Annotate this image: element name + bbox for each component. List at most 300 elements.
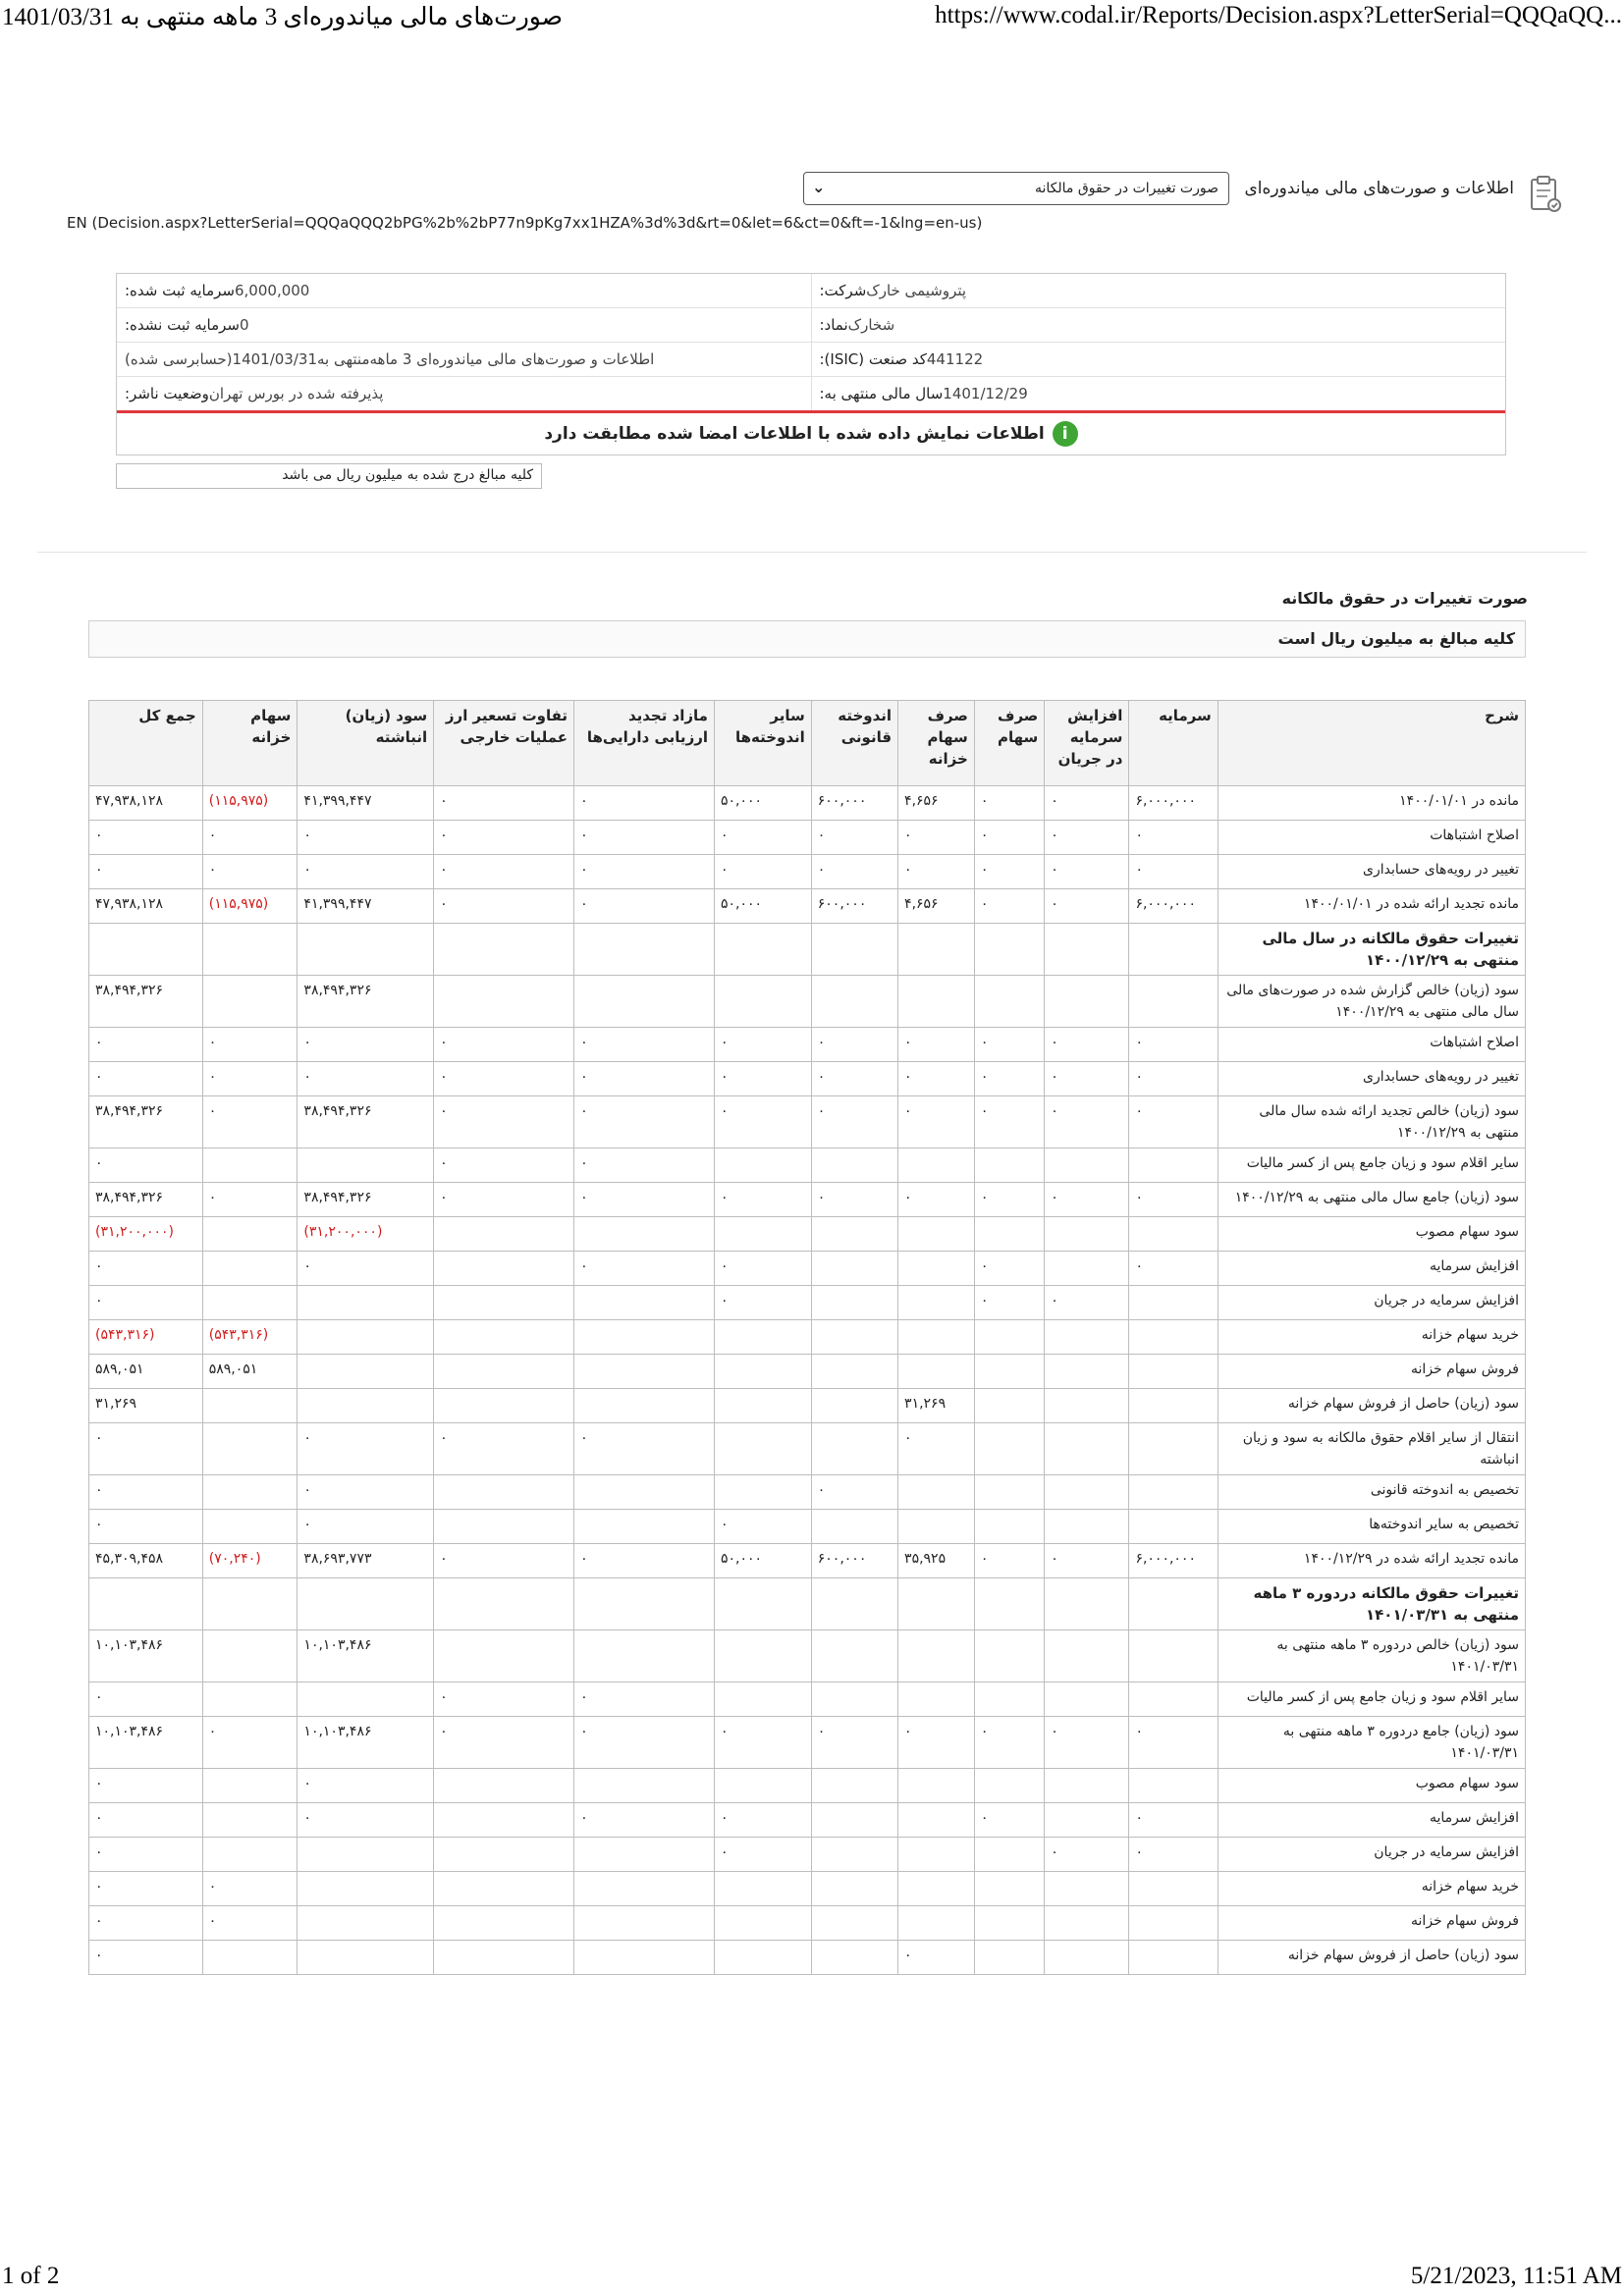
table-cell: ۰ bbox=[974, 1183, 1044, 1217]
table-cell: ۰ bbox=[974, 1252, 1044, 1286]
table-cell: ۰ bbox=[1045, 1838, 1129, 1872]
column-header: سایر اندوخته‌ها bbox=[714, 701, 811, 786]
info-cell-symbol bbox=[812, 308, 1506, 342]
table-row bbox=[89, 1510, 1526, 1544]
table-row bbox=[89, 1544, 1526, 1578]
table-row bbox=[89, 1028, 1526, 1062]
column-header: سرمایه bbox=[1129, 701, 1218, 786]
table-cell bbox=[202, 924, 298, 976]
table-row bbox=[89, 1803, 1526, 1838]
table-cell bbox=[1045, 1630, 1129, 1682]
row-description: تغییرات حقوق مالکانه دردوره ۳ ماهه منتهی به ۱۴۰۱/۰۳/۳۱ bbox=[1218, 1578, 1525, 1630]
row-description: فروش سهام خزانه bbox=[1218, 1906, 1525, 1941]
table-cell: ۰ bbox=[574, 1062, 715, 1096]
info-cell-publisher-status bbox=[117, 377, 812, 410]
table-row bbox=[89, 1062, 1526, 1096]
table-cell bbox=[434, 924, 574, 976]
row-description: سود (زیان) خالص تجدید ارائه شده سال مالی منتهی به ۱۴۰۰/۱۲/۲۹ bbox=[1218, 1096, 1525, 1148]
table-cell bbox=[974, 1578, 1044, 1630]
table-cell: ۰ bbox=[898, 1028, 975, 1062]
table-row bbox=[89, 1423, 1526, 1475]
table-cell: ۰ bbox=[714, 1510, 811, 1544]
table-cell: ۰ bbox=[89, 1148, 203, 1183]
table-cell bbox=[811, 1252, 897, 1286]
table-cell bbox=[811, 1389, 897, 1423]
table-cell bbox=[1129, 924, 1218, 976]
table-cell: ۰ bbox=[714, 821, 811, 855]
row-description: سود (زیان) جامع سال مالی منتهی به ۱۴۰۰/۱۲/۲۹ bbox=[1218, 1183, 1525, 1217]
table-cell: ۴۵,۳۰۹,۴۵۸ bbox=[89, 1544, 203, 1578]
table-cell: ۳۸,۴۹۴,۳۲۶ bbox=[298, 1096, 434, 1148]
print-url: https://www.codal.ir/Reports/Decision.aspx?LetterSerial=QQQaQQ... bbox=[935, 2, 1622, 28]
table-cell: ۰ bbox=[89, 855, 203, 889]
column-header: تفاوت تسعیر ارز عملیات خارجی bbox=[434, 701, 574, 786]
table-cell bbox=[202, 1252, 298, 1286]
table-cell: ۳۸,۴۹۴,۳۲۶ bbox=[89, 1096, 203, 1148]
table-cell: ۰ bbox=[811, 1028, 897, 1062]
info-value: پتروشیمی خارک bbox=[866, 282, 967, 299]
table-cell bbox=[1045, 1423, 1129, 1475]
table-cell: ۰ bbox=[1045, 855, 1129, 889]
table-cell: ۰ bbox=[714, 1838, 811, 1872]
table-section-row bbox=[89, 1578, 1526, 1630]
table-cell: ۰ bbox=[434, 1423, 574, 1475]
table-row bbox=[89, 1475, 1526, 1510]
row-description: تغییرات حقوق مالکانه در سال مالی منتهی به ۱۴۰۰/۱۲/۲۹ bbox=[1218, 924, 1525, 976]
row-description: تخصیص به اندوخته قانونی bbox=[1218, 1475, 1525, 1510]
table-cell bbox=[298, 1578, 434, 1630]
table-cell bbox=[434, 976, 574, 1028]
table-cell: ۰ bbox=[1045, 1717, 1129, 1769]
table-cell bbox=[434, 1872, 574, 1906]
table-cell: ۶,۰۰۰,۰۰۰ bbox=[1129, 889, 1218, 924]
table-cell: (۵۴۳,۳۱۶) bbox=[202, 1320, 298, 1355]
table-cell bbox=[974, 1423, 1044, 1475]
table-cell bbox=[898, 1320, 975, 1355]
row-description: سود (زیان) جامع دردوره ۳ ماهه منتهی به ۱۴۰۱/۰۳/۳۱ bbox=[1218, 1717, 1525, 1769]
table-cell: ۴۱,۳۹۹,۴۴۷ bbox=[298, 786, 434, 821]
table-cell: ۰ bbox=[574, 786, 715, 821]
table-cell: ۰ bbox=[202, 1062, 298, 1096]
table-cell bbox=[434, 1252, 574, 1286]
column-header: سود (زیان) انباشته bbox=[298, 701, 434, 786]
table-cell bbox=[1129, 1475, 1218, 1510]
table-cell: ۰ bbox=[974, 786, 1044, 821]
table-cell: ۰ bbox=[974, 1544, 1044, 1578]
table-cell: ۰ bbox=[1045, 786, 1129, 821]
table-cell: ۰ bbox=[1129, 1252, 1218, 1286]
table-cell bbox=[714, 1630, 811, 1682]
table-cell bbox=[811, 924, 897, 976]
table-row bbox=[89, 855, 1526, 889]
table-cell bbox=[434, 1630, 574, 1682]
info-row bbox=[117, 274, 1505, 308]
table-cell: (۱۱۵,۹۷۵) bbox=[202, 889, 298, 924]
column-header: مازاد تجدید ارزیابی دارایی‌ها bbox=[574, 701, 715, 786]
table-cell: (۳۱,۲۰۰,۰۰۰) bbox=[89, 1217, 203, 1252]
table-row bbox=[89, 786, 1526, 821]
table-cell: ۰ bbox=[714, 1286, 811, 1320]
table-cell bbox=[202, 1838, 298, 1872]
table-cell: ۰ bbox=[574, 1183, 715, 1217]
table-cell: ۰ bbox=[974, 855, 1044, 889]
table-cell: ۰ bbox=[202, 1028, 298, 1062]
table-cell bbox=[714, 1355, 811, 1389]
table-cell: ۰ bbox=[1045, 1062, 1129, 1096]
table-cell: ۰ bbox=[298, 1423, 434, 1475]
table-cell: ۰ bbox=[1045, 1028, 1129, 1062]
table-cell bbox=[974, 1475, 1044, 1510]
table-cell bbox=[898, 1803, 975, 1838]
table-cell bbox=[574, 1872, 715, 1906]
table-cell: ۰ bbox=[574, 1544, 715, 1578]
table-cell bbox=[811, 1872, 897, 1906]
table-cell bbox=[202, 1475, 298, 1510]
table-cell bbox=[714, 1475, 811, 1510]
table-cell: ۰ bbox=[434, 786, 574, 821]
info-value: 1401/12/29 bbox=[943, 385, 1028, 402]
table-row bbox=[89, 1183, 1526, 1217]
table-cell: ۰ bbox=[1045, 1544, 1129, 1578]
table-cell: ۶,۰۰۰,۰۰۰ bbox=[1129, 786, 1218, 821]
table-cell bbox=[298, 1682, 434, 1717]
english-version-link[interactable]: EN (Decision.aspx?LetterSerial=QQQaQQQ2bPG%2b%2bP77n9pKg7xx1HZA%3d%3d&rt=0&let=6&ct=0&ft=-1&lng=en-us) bbox=[67, 214, 983, 232]
row-description: تغییر در رویه‌های حسابداری bbox=[1218, 855, 1525, 889]
table-cell bbox=[974, 1872, 1044, 1906]
table-cell: ۴,۶۵۶ bbox=[898, 786, 975, 821]
table-cell bbox=[434, 1355, 574, 1389]
info-row bbox=[117, 308, 1505, 343]
table-cell bbox=[574, 1389, 715, 1423]
row-description: افزایش سرمایه bbox=[1218, 1252, 1525, 1286]
table-cell bbox=[974, 976, 1044, 1028]
table-cell bbox=[1129, 1320, 1218, 1355]
equity-changes-table bbox=[88, 700, 1526, 1975]
table-row bbox=[89, 976, 1526, 1028]
table-cell: ۰ bbox=[89, 1475, 203, 1510]
table-cell bbox=[202, 1941, 298, 1975]
table-cell bbox=[1129, 1769, 1218, 1803]
table-cell bbox=[574, 976, 715, 1028]
table-cell bbox=[898, 1355, 975, 1389]
table-cell bbox=[574, 1906, 715, 1941]
table-row bbox=[89, 1389, 1526, 1423]
table-row bbox=[89, 1717, 1526, 1769]
table-cell: ۰ bbox=[89, 1906, 203, 1941]
table-cell bbox=[1129, 1630, 1218, 1682]
table-cell: ۰ bbox=[974, 1717, 1044, 1769]
table-cell: ۵۰,۰۰۰ bbox=[714, 786, 811, 821]
table-cell bbox=[434, 1838, 574, 1872]
table-cell bbox=[298, 1320, 434, 1355]
table-header-row bbox=[89, 701, 1526, 786]
clipboard-icon bbox=[1528, 175, 1563, 214]
table-cell bbox=[714, 1578, 811, 1630]
table-cell: ۰ bbox=[434, 889, 574, 924]
table-cell bbox=[974, 1320, 1044, 1355]
table-cell: ۰ bbox=[574, 1148, 715, 1183]
table-cell bbox=[89, 1578, 203, 1630]
table-cell bbox=[1045, 924, 1129, 976]
table-cell: ۰ bbox=[574, 1028, 715, 1062]
table-cell bbox=[974, 1682, 1044, 1717]
column-header: صرف سهام خزانه bbox=[898, 701, 975, 786]
row-description: مانده تجدید ارائه شده در ۱۴۰۰/۰۱/۰۱ bbox=[1218, 889, 1525, 924]
table-cell bbox=[202, 976, 298, 1028]
print-header bbox=[0, 0, 1624, 39]
table-cell: ۰ bbox=[574, 821, 715, 855]
info-value: شخارک bbox=[847, 316, 895, 334]
table-cell: ۱۰,۱۰۳,۴۸۶ bbox=[89, 1717, 203, 1769]
table-cell: ۰ bbox=[434, 1096, 574, 1148]
table-cell bbox=[434, 1475, 574, 1510]
row-description: خرید سهام خزانه bbox=[1218, 1872, 1525, 1906]
table-cell: ۰ bbox=[574, 1803, 715, 1838]
table-cell: ۴۷,۹۳۸,۱۲۸ bbox=[89, 889, 203, 924]
table-cell bbox=[811, 1803, 897, 1838]
divider bbox=[37, 552, 1587, 553]
table-cell bbox=[574, 1217, 715, 1252]
table-cell: ۳۸,۴۹۴,۳۲۶ bbox=[89, 1183, 203, 1217]
chevron-down-icon: ⌄ bbox=[812, 178, 826, 196]
row-description: افزایش سرمایه در جریان bbox=[1218, 1286, 1525, 1320]
table-cell bbox=[898, 976, 975, 1028]
info-cell-fiscal-year bbox=[812, 377, 1506, 410]
table-cell: ۰ bbox=[1129, 1717, 1218, 1769]
table-cell bbox=[298, 924, 434, 976]
table-cell: ۵۰,۰۰۰ bbox=[714, 1544, 811, 1578]
table-cell bbox=[714, 1148, 811, 1183]
table-cell: ۵۰,۰۰۰ bbox=[714, 889, 811, 924]
table-row bbox=[89, 1252, 1526, 1286]
table-cell bbox=[1129, 1941, 1218, 1975]
info-value: 0 bbox=[239, 316, 249, 334]
table-cell bbox=[898, 1578, 975, 1630]
table-row bbox=[89, 1872, 1526, 1906]
table-cell bbox=[811, 1510, 897, 1544]
table-cell: ۰ bbox=[974, 1028, 1044, 1062]
table-cell bbox=[1045, 1769, 1129, 1803]
table-cell bbox=[898, 1682, 975, 1717]
table-cell bbox=[202, 1682, 298, 1717]
table-cell: ۰ bbox=[434, 1717, 574, 1769]
table-cell bbox=[1045, 1355, 1129, 1389]
column-header: سهام خزانه bbox=[202, 701, 298, 786]
unit-note: کلیه مبالغ درج شده به میلیون ریال می باشد bbox=[116, 463, 542, 489]
table-cell: ۰ bbox=[574, 1717, 715, 1769]
table-cell: ۰ bbox=[298, 855, 434, 889]
table-cell bbox=[714, 1682, 811, 1717]
table-cell bbox=[1129, 1217, 1218, 1252]
table-cell: ۰ bbox=[811, 1475, 897, 1510]
table-section-row bbox=[89, 924, 1526, 976]
info-key: سرمایه ثبت شده: bbox=[125, 282, 235, 299]
table-cell bbox=[298, 1872, 434, 1906]
table-cell bbox=[898, 1769, 975, 1803]
table-cell bbox=[974, 1217, 1044, 1252]
table-cell bbox=[1129, 1682, 1218, 1717]
table-cell: ۵۸۹,۰۵۱ bbox=[202, 1355, 298, 1389]
row-description: سود سهام مصوب bbox=[1218, 1217, 1525, 1252]
info-key: سرمایه ثبت نشده: bbox=[125, 316, 240, 334]
table-cell bbox=[1045, 976, 1129, 1028]
table-cell bbox=[298, 1941, 434, 1975]
table-cell bbox=[298, 1286, 434, 1320]
table-row bbox=[89, 1217, 1526, 1252]
section-title: صورت تغییرات در حقوق مالکانه bbox=[1281, 589, 1528, 608]
info-key: وضعیت ناشر: bbox=[125, 385, 209, 402]
table-cell: ۶,۰۰۰,۰۰۰ bbox=[1129, 1544, 1218, 1578]
table-cell bbox=[811, 1286, 897, 1320]
table-cell bbox=[1129, 976, 1218, 1028]
table-cell: ۰ bbox=[202, 1096, 298, 1148]
table-row bbox=[89, 1148, 1526, 1183]
table-cell: ۰ bbox=[1129, 1028, 1218, 1062]
table-cell: ۰ bbox=[898, 1717, 975, 1769]
table-cell: ۰ bbox=[574, 1096, 715, 1148]
row-description: سود سهام مصوب bbox=[1218, 1769, 1525, 1803]
table-cell: ۰ bbox=[1129, 821, 1218, 855]
row-description: فروش سهام خزانه bbox=[1218, 1355, 1525, 1389]
table-cell bbox=[898, 924, 975, 976]
row-description: اصلاح اشتباهات bbox=[1218, 821, 1525, 855]
row-description: خرید سهام خزانه bbox=[1218, 1320, 1525, 1355]
table-cell: ۳۸,۶۹۳,۷۷۳ bbox=[298, 1544, 434, 1578]
table-cell: ۰ bbox=[1129, 1803, 1218, 1838]
table-cell: ۰ bbox=[574, 1423, 715, 1475]
table-cell: ۰ bbox=[434, 855, 574, 889]
table-cell: ۰ bbox=[202, 1872, 298, 1906]
table-cell: ۰ bbox=[574, 1252, 715, 1286]
column-header: اندوخته قانونی bbox=[811, 701, 897, 786]
table-cell bbox=[714, 1217, 811, 1252]
table-row bbox=[89, 1355, 1526, 1389]
table-cell bbox=[202, 1510, 298, 1544]
statement-select[interactable] bbox=[803, 172, 1229, 205]
table-cell: ۰ bbox=[434, 1183, 574, 1217]
row-description: سایر اقلام سود و زیان جامع پس از کسر مالیات bbox=[1218, 1682, 1525, 1717]
table-cell bbox=[811, 1217, 897, 1252]
table-cell: ۰ bbox=[811, 855, 897, 889]
table-row bbox=[89, 821, 1526, 855]
table-cell bbox=[811, 1320, 897, 1355]
table-cell: ۰ bbox=[434, 1544, 574, 1578]
table-cell bbox=[898, 1906, 975, 1941]
info-cell-company bbox=[812, 274, 1506, 307]
table-cell bbox=[974, 1630, 1044, 1682]
info-cell-isic bbox=[812, 343, 1506, 376]
row-description: تخصیص به سایر اندوخته‌ها bbox=[1218, 1510, 1525, 1544]
table-cell bbox=[811, 1148, 897, 1183]
table-cell: ۰ bbox=[714, 1096, 811, 1148]
row-description: انتقال از سایر اقلام حقوق مالکانه به سود و زیان انباشته bbox=[1218, 1423, 1525, 1475]
table-cell bbox=[574, 924, 715, 976]
table-cell bbox=[434, 1803, 574, 1838]
table-cell bbox=[714, 1872, 811, 1906]
table-cell bbox=[714, 1906, 811, 1941]
info-value: اطلاعات و صورت‌های مالی میاندوره‌ای 3 ماهه‌منتهی به1401/03/31(حسابرسی شده) bbox=[125, 350, 655, 368]
table-cell bbox=[202, 1769, 298, 1803]
table-cell: ۰ bbox=[1045, 889, 1129, 924]
print-title: صورت‌های مالی میاندوره‌ای 3 ماهه منتهی به 1401/03/31 bbox=[2, 4, 563, 30]
table-cell bbox=[1129, 1872, 1218, 1906]
table-cell: ۰ bbox=[89, 1872, 203, 1906]
info-cell-unregistered-capital bbox=[117, 308, 812, 342]
table-cell: (۵۴۳,۳۱۶) bbox=[89, 1320, 203, 1355]
table-cell: ۰ bbox=[1045, 821, 1129, 855]
row-description: مانده در ۱۴۰۰/۰۱/۰۱ bbox=[1218, 786, 1525, 821]
table-cell: ۰ bbox=[974, 1803, 1044, 1838]
table-cell: ۰ bbox=[898, 1183, 975, 1217]
table-cell: ۳۸,۴۹۴,۳۲۶ bbox=[298, 1183, 434, 1217]
table-cell bbox=[1045, 1578, 1129, 1630]
table-cell: ۰ bbox=[1045, 1183, 1129, 1217]
table-cell bbox=[1045, 1803, 1129, 1838]
row-description: سود (زیان) خالص گزارش شده در صورت‌های مالی سال مالی منتهی به ۱۴۰۰/۱۲/۲۹ bbox=[1218, 976, 1525, 1028]
table-row bbox=[89, 1682, 1526, 1717]
table-cell: ۰ bbox=[574, 889, 715, 924]
company-info-box bbox=[116, 273, 1506, 455]
table-cell: ۰ bbox=[898, 855, 975, 889]
table-cell: ۰ bbox=[811, 1062, 897, 1096]
table-cell: ۰ bbox=[811, 1183, 897, 1217]
table-cell: ۱۰,۱۰۳,۴۸۶ bbox=[298, 1717, 434, 1769]
table-row bbox=[89, 1630, 1526, 1682]
table-cell: ۰ bbox=[202, 1717, 298, 1769]
table-cell: ۱۰,۱۰۳,۴۸۶ bbox=[298, 1630, 434, 1682]
table-cell bbox=[574, 1838, 715, 1872]
table-cell: ۰ bbox=[89, 1028, 203, 1062]
table-cell bbox=[434, 1510, 574, 1544]
table-cell bbox=[202, 1578, 298, 1630]
table-cell: ۰ bbox=[974, 889, 1044, 924]
row-description: سود (زیان) خالص دردوره ۳ ماهه منتهی به ۱۴۰۱/۰۳/۳۱ bbox=[1218, 1630, 1525, 1682]
table-cell bbox=[434, 1941, 574, 1975]
table-cell bbox=[811, 1906, 897, 1941]
table-cell bbox=[574, 1941, 715, 1975]
table-cell: ۰ bbox=[434, 1062, 574, 1096]
table-cell bbox=[434, 1769, 574, 1803]
table-row bbox=[89, 1096, 1526, 1148]
table-cell: ۳۸,۴۹۴,۳۲۶ bbox=[89, 976, 203, 1028]
table-cell: ۰ bbox=[89, 1769, 203, 1803]
table-cell bbox=[1129, 1423, 1218, 1475]
table-cell bbox=[202, 1803, 298, 1838]
table-cell: ۳۸,۴۹۴,۳۲۶ bbox=[298, 976, 434, 1028]
table-cell: ۰ bbox=[202, 821, 298, 855]
amount-unit-bar: کلیه مبالغ به میلیون ریال است bbox=[88, 620, 1526, 658]
table-cell bbox=[714, 924, 811, 976]
table-cell bbox=[574, 1769, 715, 1803]
table-cell bbox=[1045, 1252, 1129, 1286]
table-cell bbox=[974, 924, 1044, 976]
table-cell bbox=[202, 1217, 298, 1252]
table-cell bbox=[898, 1217, 975, 1252]
table-cell bbox=[298, 1906, 434, 1941]
table-cell bbox=[574, 1578, 715, 1630]
table-cell: ۰ bbox=[1129, 1062, 1218, 1096]
table-cell bbox=[811, 1355, 897, 1389]
table-cell: ۰ bbox=[811, 821, 897, 855]
table-cell bbox=[898, 1148, 975, 1183]
table-cell: ۰ bbox=[714, 1803, 811, 1838]
table-cell bbox=[574, 1510, 715, 1544]
table-cell bbox=[974, 1838, 1044, 1872]
table-cell bbox=[1129, 1906, 1218, 1941]
table-cell: ۰ bbox=[89, 1423, 203, 1475]
table-cell: ۰ bbox=[811, 1717, 897, 1769]
table-cell bbox=[974, 1510, 1044, 1544]
